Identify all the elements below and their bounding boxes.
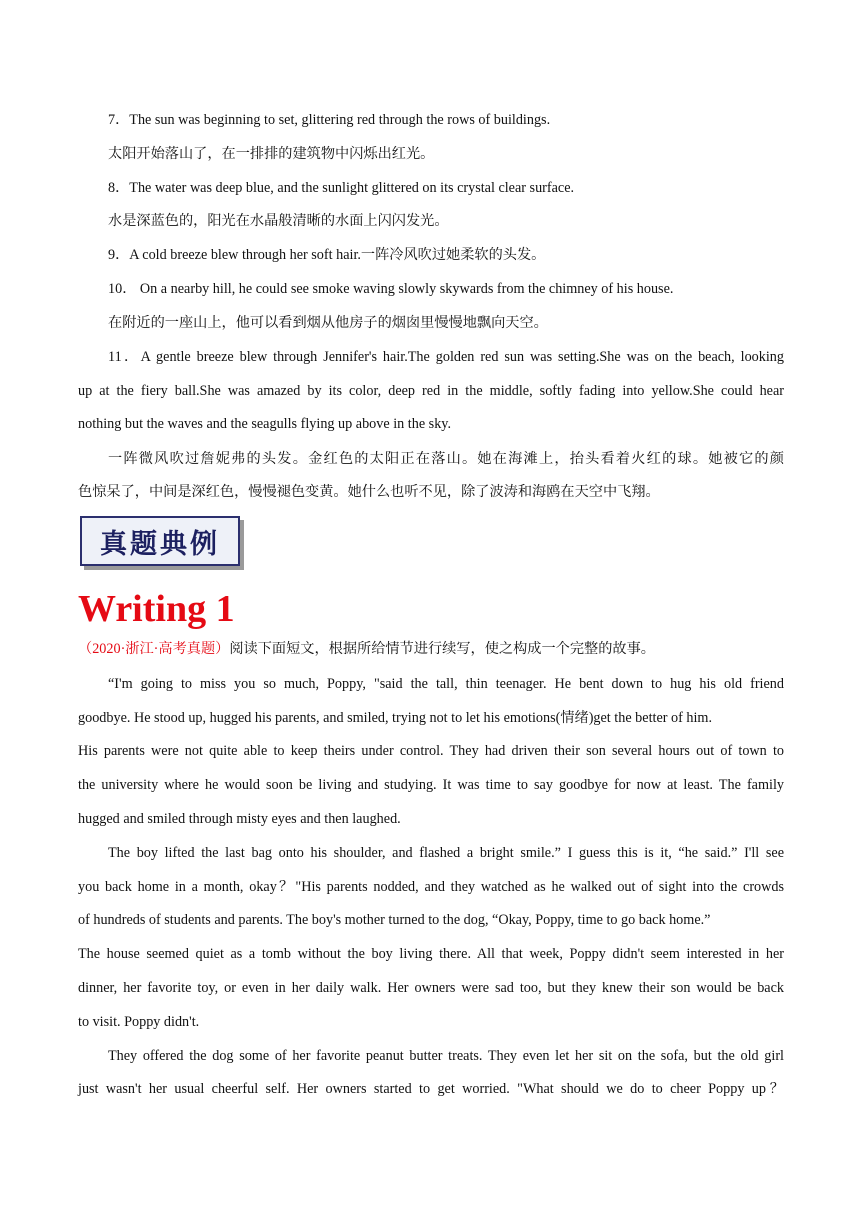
story-line: “I'm going to miss you so much, Poppy, "said the tall, thin teenager. He bent down to hug his old friend [108,676,784,692]
example-10-cn: 在附近的一座山上，他可以看到烟从他房子的烟囱里慢慢地飘向天空。 [108,315,548,331]
example-10-en: 10． On a nearby hill, he could see smoke waving slowly skywards from the chimney of his house. [108,281,674,297]
example-8-cn: 水是深蓝色的，阳光在水晶般清晰的水面上闪闪发光。 [108,213,449,229]
story-line: dinner, her favorite toy, or even in her daily walk. Her owners were sad too, but they knew their son would be back [78,980,784,996]
story-line: They offered the dog some of her favorite peanut butter treats. They even let her sit on the sofa, but the old girl [108,1048,784,1064]
source-instruction: 阅读下面短文，根据所给情节进行续写，使之构成一个完整的故事。 [229,641,655,657]
example-11-cn-line: 色惊呆了，中间是深红色，慢慢褪色变黄。她什么也听不见，除了波涛和海鸥在天空中飞翔。 [78,484,660,500]
section-banner [80,516,240,566]
story-line: goodbye. He stood up, hugged his parents, and smiled, trying not to let his emotions(情绪)get the better of him. [78,710,713,726]
story-line: of hundreds of students and parents. The boy's mother turned to the dog, “Okay, Poppy, time to go back home.” [78,912,711,928]
story-line: to visit. Poppy didn't. [78,1014,200,1030]
story-line: The house seemed quiet as a tomb without the boy living there. All that week, Poppy didn't seem interested in her [78,946,784,962]
example-11-en-line: 11．A gentle breeze blew through Jennifer's hair.The golden red sun was setting.She was on the beach, looking [108,349,784,365]
source-tag: （2020·浙江·高考真题） [78,641,230,657]
example-7-en: 7．The sun was beginning to set, glittering red through the rows of buildings. [108,112,551,128]
example-11-en-line: up at the fiery ball.She was amazed by its color, deep red in the middle, softly fading into yellow.She could hear [78,383,784,399]
source-line [78,639,784,659]
banner-text: 真题典例 [100,528,220,560]
story-line: just wasn't her usual cheerful self. Her owners started to get worried. "What should we do to cheer Poppy up？ [78,1081,784,1097]
example-11-en-line: nothing but the waves and the seagulls flying up above in the sky. [78,416,452,432]
story-line: hugged and smiled through misty eyes and then laughed. [78,811,401,827]
example-8-en: 8．The water was deep blue, and the sunlight glittered on its crystal clear surface. [108,180,575,196]
story-line: The boy lifted the last bag onto his shoulder, and flashed a bright smile.” I guess this is it, “he said.” I'll see [108,845,784,861]
banner-box [80,516,240,566]
example-11-cn-line: 一阵微风吹过詹妮弗的头发。金红色的太阳正在落山。她在海滩上，抬头看着火红的球。她被它的颜 [108,451,784,467]
writing-title: Writing 1 [78,588,235,630]
story-line: you back home in a month, okay？"His parents nodded, and they watched as he walked out of sight into the crowds [78,879,784,895]
example-9-en: 9．A cold breeze blew through her soft hair.一阵冷风吹过她柔软的头发。 [108,247,546,263]
example-7-cn: 太阳开始落山了，在一排排的建筑物中闪烁出红光。 [108,146,435,162]
story-line: His parents were not quite able to keep theirs under control. They had driven their son several hours out of town to [78,743,784,759]
story-line: the university where he would soon be living and studying. It was time to say goodbye for now at least. The family [78,777,784,793]
